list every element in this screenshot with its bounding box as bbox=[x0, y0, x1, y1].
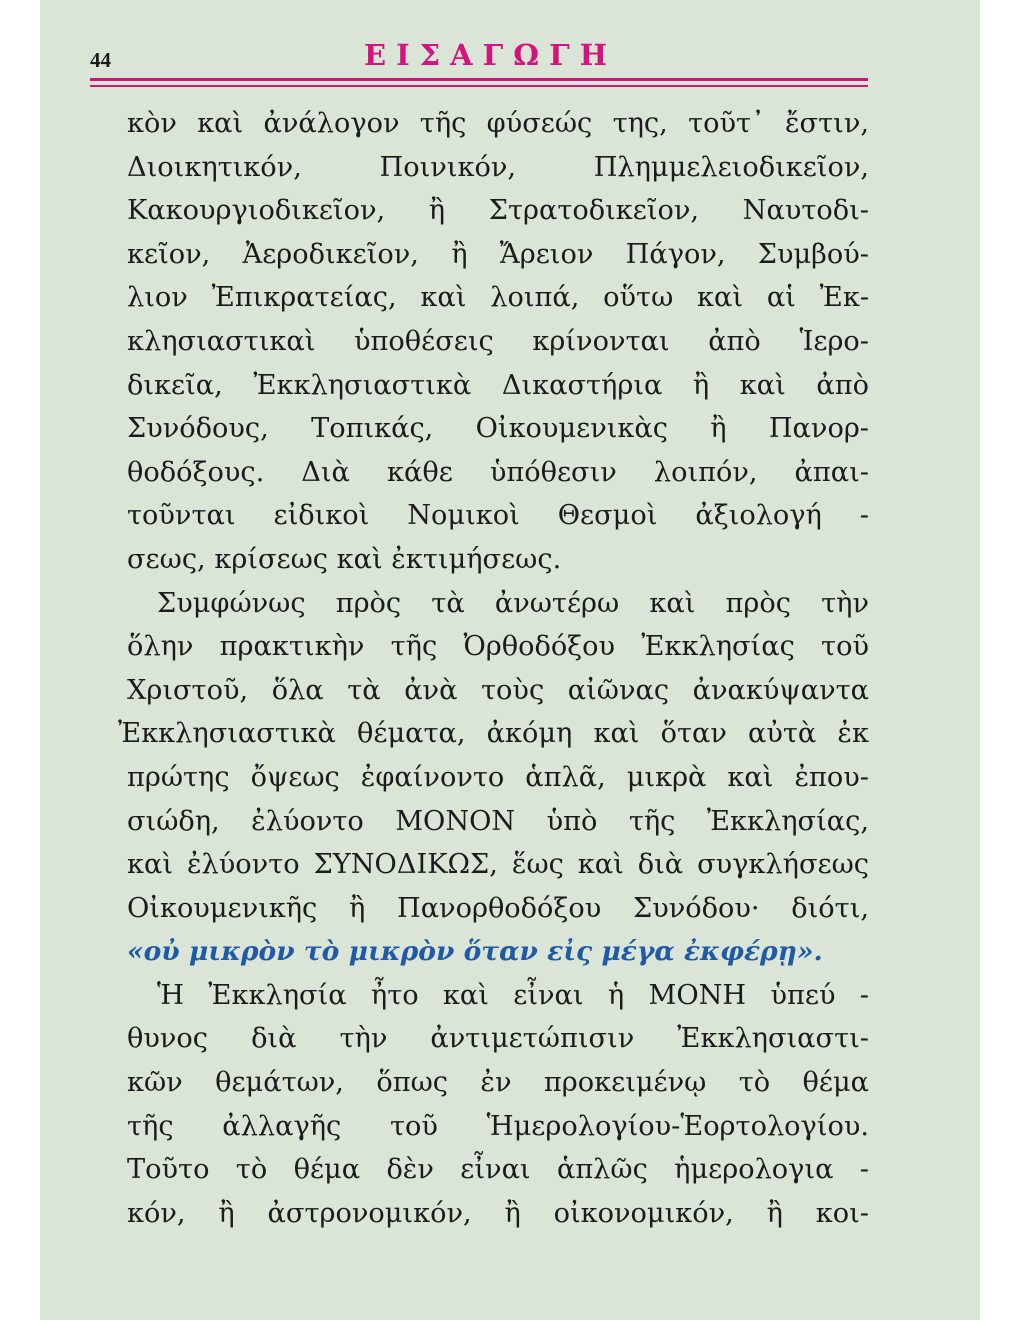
text-line: σεως, κρίσεως καὶ ἐκτιμήσεως. bbox=[127, 543, 562, 575]
text-line: σιώδη, ἐλύοντο ΜΟΝΟΝ ὑπὸ τῆς Ἐκκλησίας, bbox=[127, 805, 869, 837]
text-line: καὶ ἐλύοντο ΣΥΝΟΔΙΚΩΣ, ἕως καὶ διὰ συγκλήσεως bbox=[127, 849, 869, 881]
text-line: Διοικητικόν, Ποινικόν, Πλημμελειοδικεῖον, bbox=[127, 151, 869, 183]
text-line: κεῖον, Ἀεροδικεῖον, ἢ Ἄρειον Πάγον, Συμβού- bbox=[127, 238, 869, 270]
text-line: Συνόδους, Τοπικάς, Οἰκουμενικὰς ἢ Πανορ- bbox=[127, 413, 869, 445]
text-line: κλησιαστικαὶ ὑποθέσεις κρίνονται ἀπὸ Ἱερο- bbox=[127, 325, 869, 357]
quotation-line: «οὐ μικρὸν τὸ μικρὸν ὅταν εἰς μέγα ἐκφέρῃ». bbox=[127, 936, 823, 968]
header-rule-bottom bbox=[90, 85, 868, 87]
text-line: Οἰκουμενικῆς ἢ Πανορθοδόξου Συνόδου· διότι, bbox=[127, 892, 869, 924]
page-number: 44 bbox=[90, 48, 111, 72]
text-line: Ἐκκλησιαστικὰ θέματα, ἀκόμη καὶ ὅταν αὐτὰ ἐκ bbox=[118, 718, 869, 750]
text-line: Κακουργιοδικεῖον, ἢ Στρατοδικεῖον, Ναυτοδι- bbox=[127, 195, 869, 227]
text-line: θοδόξους. Διὰ κάθε ὑπόθεσιν λοιπόν, ἀπαι- bbox=[127, 456, 869, 488]
running-title: ΕΙΣΑΓΩΓΗ bbox=[364, 38, 618, 72]
text-line: δικεῖα, Ἐκκλησιαστικὰ Δικαστήρια ἢ καὶ ἀπὸ bbox=[127, 369, 869, 401]
page-header bbox=[90, 38, 870, 78]
text-line: κόν, ἢ ἀστρονομικόν, ἢ οἰκονομικόν, ἢ κοι- bbox=[127, 1197, 869, 1229]
paragraph-first-line: Συμφώνως πρὸς τὰ ἀνωτέρω καὶ πρὸς τὴν bbox=[157, 587, 869, 619]
text-line: ὅλην πρακτικὴν τῆς Ὀρθοδόξου Ἐκκλησίας τοῦ bbox=[127, 631, 869, 663]
text-line: τῆς ἀλλαγῆς τοῦ Ἡμερολογίου-Ἑορτολογίου. bbox=[127, 1110, 869, 1142]
text-line: Τοῦτο τὸ θέμα δὲν εἶναι ἁπλῶς ἡμερολογια - bbox=[127, 1154, 869, 1186]
body-text bbox=[118, 102, 869, 1235]
text-line: λιον Ἐπικρατείας, καὶ λοιπά, οὕτω καὶ αἱ Ἐκ- bbox=[127, 282, 869, 314]
header-rule-top bbox=[90, 78, 868, 81]
text-line: κὸν καὶ ἀνάλογον τῆς φύσεώς της, τοῦτ᾽ ἔστιν, bbox=[127, 108, 869, 139]
text-line: Χριστοῦ, ὅλα τὰ ἀνὰ τοὺς αἰῶνας ἀνακύψαντα bbox=[127, 674, 869, 706]
text-line: τοῦνται εἰδικοὶ Νομικοὶ Θεσμοὶ ἀξιολογή - bbox=[127, 500, 869, 532]
text-line: κῶν θεμάτων, ὅπως ἐν προκειμένῳ τὸ θέμα bbox=[127, 1067, 869, 1099]
text-line: πρώτης ὄψεως ἐφαίνοντο ἁπλᾶ, μικρὰ καὶ ἐπου- bbox=[127, 761, 869, 793]
text-line: θυνος διὰ τὴν ἀντιμετώπισιν Ἐκκλησιαστι- bbox=[127, 1023, 869, 1055]
paragraph-first-line: Ἡ Ἐκκλησία ἦτο καὶ εἶναι ἡ ΜΟΝΗ ὑπεύ - bbox=[157, 979, 869, 1011]
